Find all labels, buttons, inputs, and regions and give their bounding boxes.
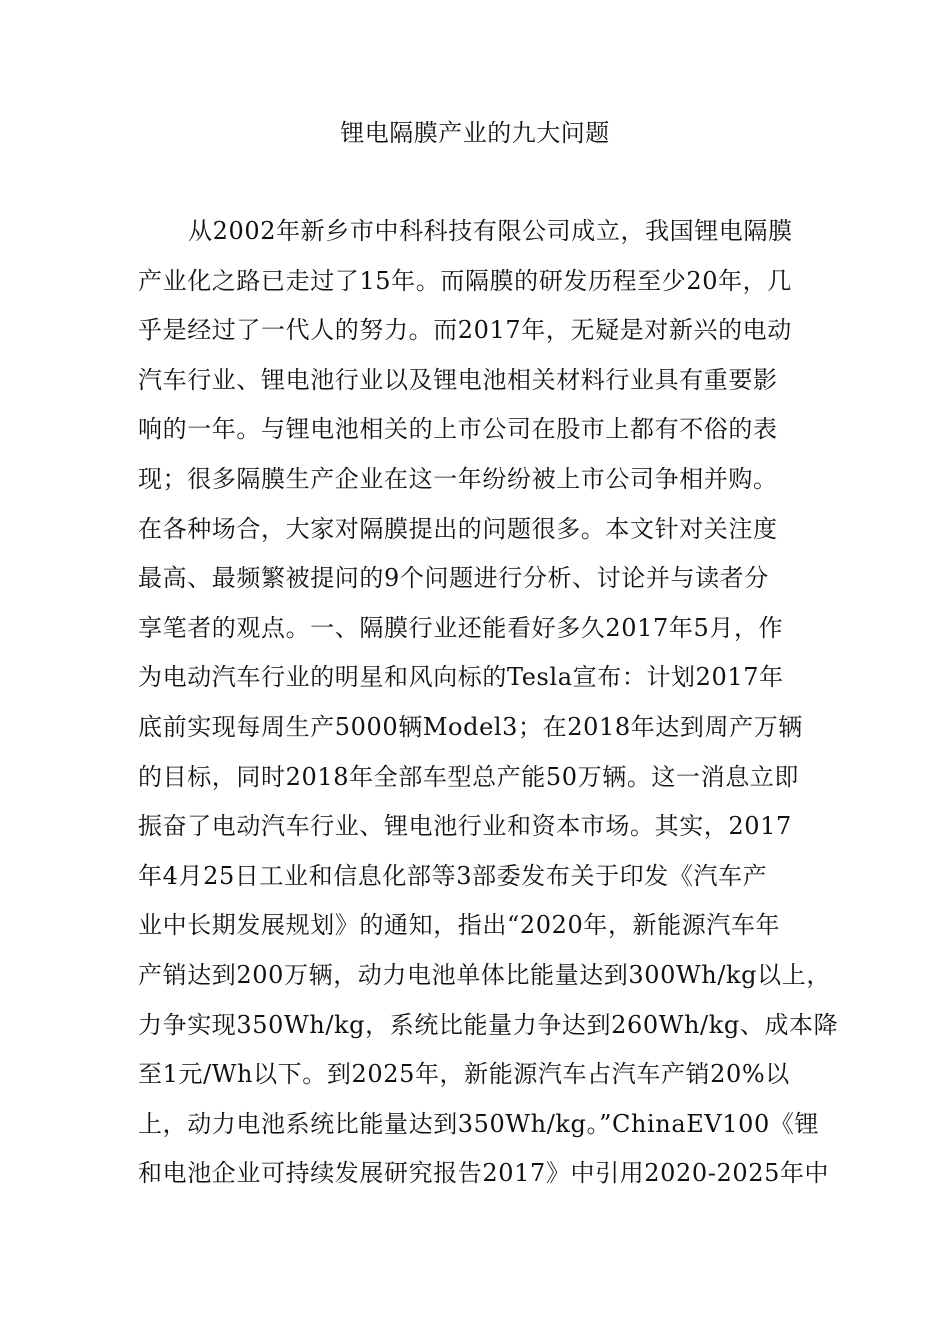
text-line: 振奋了电动汽车行业、锂电池行业和资本市场。其实，2017 <box>138 812 792 841</box>
text-line: 在各种场合，大家对隔膜提出的问题很多。本文针对关注度 <box>138 514 778 543</box>
text-line: 为电动汽车行业的明星和风向标的Tesla宣布：计划2017年 <box>138 663 784 692</box>
document-title: 锂电隔膜产业的九大问题 <box>340 119 610 147</box>
text-line: 乎是经过了一代人的努力。而2017年，无疑是对新兴的电动 <box>138 316 792 345</box>
text-line: 产业化之路已走过了15年。而隔膜的研发历程至少20年，几 <box>138 266 792 295</box>
text-line: 响的一年。与锂电池相关的上市公司在股市上都有不俗的表 <box>138 415 778 444</box>
text-line: 业中长期发展规划》的通知，指出“2020年，新能源汽车年 <box>138 911 781 940</box>
text-line: 力争实现350Wh/kg，系统比能量力争达到260Wh/kg、成本降 <box>138 1010 839 1039</box>
text-line: 产销达到200万辆，动力电池单体比能量达到300Wh/kg以上， <box>138 960 831 989</box>
text-line: 享笔者的观点。一、隔膜行业还能看好多久2017年5月，作 <box>138 613 784 642</box>
text-line: 从2002年新乡市中科科技有限公司成立，我国锂电隔膜 <box>188 217 793 245</box>
text-line: 年4月25日工业和信息化部等3部委发布关于印发《汽车产 <box>138 861 768 890</box>
text-line: 和电池企业可持续发展研究报告2017》中引用2020-2025年中 <box>138 1159 830 1188</box>
text-line: 的目标，同时2018年全部车型总产能50万辆。这一消息立即 <box>138 762 800 791</box>
text-line: 至1元/Wh以下。到2025年，新能源汽车占汽车产销20%以 <box>138 1060 790 1089</box>
text-line: 汽车行业、锂电池行业以及锂电池相关材料行业具有重要影 <box>138 365 778 394</box>
body-paragraph <box>138 207 839 1199</box>
text-line: 最高、最频繁被提问的9个问题进行分析、讨论并与读者分 <box>138 564 769 593</box>
text-line: 现；很多隔膜生产企业在这一年纷纷被上市公司争相并购。 <box>138 464 778 493</box>
text-line: 上，动力电池系统比能量达到350Wh/kg。”ChinaEV100《锂 <box>138 1109 820 1138</box>
text-line: 底前实现每周生产5000辆Model3；在2018年达到周产万辆 <box>138 712 803 741</box>
